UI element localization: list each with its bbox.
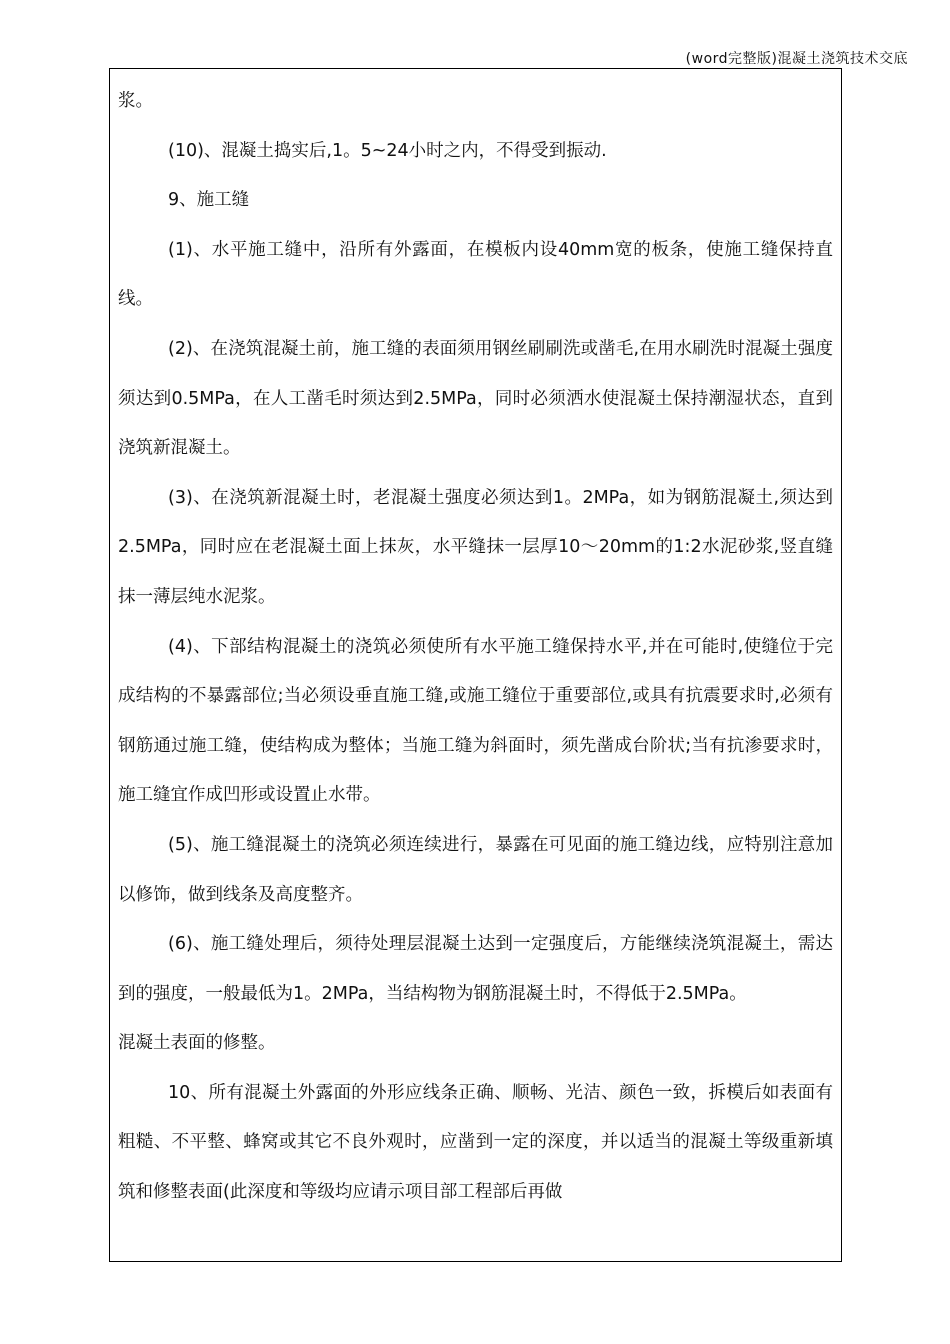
paragraph-joint-1: (1)、水平施工缝中，沿所有外露面，在模板内设40mm宽的板条，使施工缝保持直线。 — [118, 239, 833, 310]
paragraph-joint-6: (6)、施工缝处理后，须待处理层混凝土达到一定强度后，方能继续浇筑混凝土，需达到的强度，一般最低为1。2MPa，当结构物为钢筋混凝土时，不得低于2.5MPa。 — [118, 934, 833, 1004]
section-heading-construction-joint: 9、施工缝 — [168, 190, 250, 211]
paragraph-item-10: (10)、混凝土捣实后,1。5~24小时之内，不得受到振动. — [168, 140, 607, 161]
paragraph-joint-5: (5)、施工缝混凝土的浇筑必须连续进行，暴露在可见面的施工缝边线，应特别注意加以修饰，做到线条及高度整齐。 — [118, 834, 833, 905]
running-header-title: (word完整版)混凝土浇筑技术交底 — [685, 51, 908, 67]
document-body — [118, 77, 833, 1218]
paragraph-joint-4: (4)、下部结构混凝土的浇筑必须使所有水平施工缝保持水平,并在可能时,使缝位于完成结构的不暴露部位;当必须设垂直施工缝,或施工缝位于重要部位,或具有抗震要求时,必须有钢筋通过施工缝，使结构成为整体；当施工缝为斜面时，须先凿成台阶状;当有抗渗要求时，施工缝宜作成凹形或设置止水带。 — [118, 636, 833, 806]
document-table-cell — [109, 68, 842, 1262]
paragraph-joint-3: (3)、在浇筑新混凝土时，老混凝土强度必须达到1。2MPa，如为钢筋混凝土,须达到2.5MPa，同时应在老混凝土面上抹灰，水平缝抹一层厚10～20mm的1:2水泥砂浆,竖直缝抹一薄层纯水泥浆。 — [118, 487, 833, 607]
paragraph-continuation: 浆。 — [118, 91, 153, 111]
section-heading-surface-finishing: 混凝土表面的修整。 — [118, 1033, 276, 1054]
paragraph-joint-2: (2)、在浇筑混凝土前，施工缝的表面须用钢丝刷刷洗或凿毛,在用水刷洗时混凝土强度须达到0.5MPa，在人工凿毛时须达到2.5MPa，同时必须洒水使混凝土保持潮湿状态，直到浇筑新混凝土。 — [118, 338, 833, 459]
paragraph-item-10-surface: 10、所有混凝土外露面的外形应线条正确、顺畅、光洁、颜色一致，拆模后如表面有粗糙、不平整、蜂窝或其它不良外观时，应凿到一定的深度，并以适当的混凝土等级重新填筑和修整表面(此深度和等级均应请示项目部工程部后再做 — [118, 1082, 833, 1203]
